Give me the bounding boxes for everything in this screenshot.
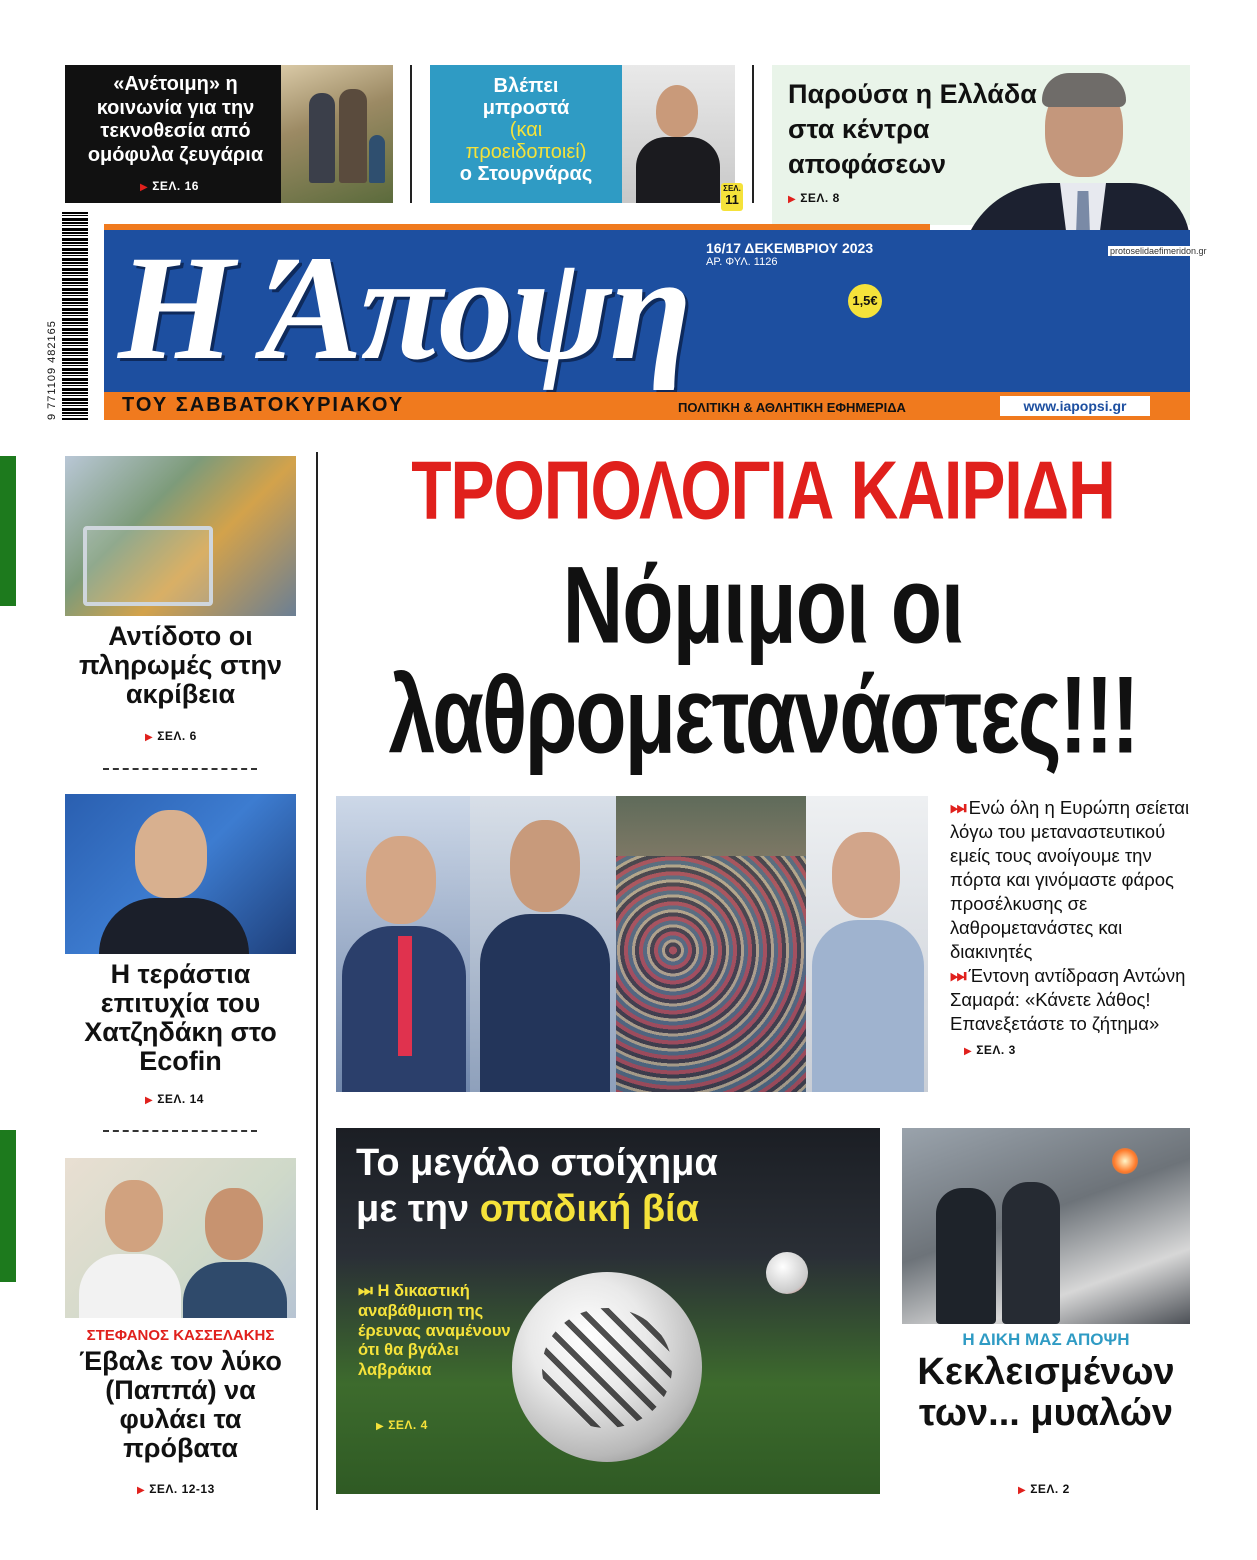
barcode-bars	[62, 212, 88, 420]
football-bullet: ⏭ Η δικαστική αναβάθμιση της έρευνας αναμένουν ότι θα βγάλει λαβράκια	[358, 1282, 511, 1380]
face-icon	[366, 836, 436, 924]
football-headline-line1: Το μεγάλο στοίχημα	[356, 1142, 718, 1184]
divider	[410, 65, 412, 203]
suit-icon	[636, 137, 720, 203]
politician-photo	[470, 796, 616, 1092]
fast-forward-icon: ⏭	[950, 965, 967, 987]
separator	[103, 768, 257, 770]
separator	[103, 1130, 257, 1132]
teaser-stournaras-line4: προειδοποιεί)	[465, 141, 587, 163]
story-prices-ref: ▶ ΣΕΛ. 6	[145, 729, 197, 743]
page-badge: ΣΕΛ. 11	[721, 183, 743, 211]
politician-photo	[336, 796, 470, 1092]
face-icon	[105, 1180, 163, 1252]
divider	[752, 65, 754, 203]
masthead-issue: ΑΡ. ΦΥΛ. 1126	[706, 256, 778, 268]
face-icon	[205, 1188, 263, 1260]
barcode	[28, 212, 94, 420]
child-silhouette-icon	[369, 135, 385, 183]
main-story-ref: ▶ ΣΕΛ. 3	[964, 1043, 1016, 1058]
main-photo-collage	[336, 796, 928, 1092]
teaser-stournaras-line3: (και	[509, 119, 543, 141]
ball-pattern	[542, 1308, 672, 1428]
teaser-stournaras-line5: ο Στουρνάρας	[459, 163, 593, 185]
teaser-stournaras-text	[430, 75, 622, 185]
football-ref: ▶ ΣΕΛ. 4	[376, 1418, 428, 1432]
shirt-icon	[812, 920, 924, 1092]
teaser-greece-text: Παρούσα η Ελλάδα στα κέντρα αποφάσεων	[788, 79, 1037, 180]
football-headline-line2: με την οπαδική βία	[356, 1188, 699, 1230]
masthead-date: 16/17 ΔΕΚΕΜΒΡΙΟΥ 2023	[706, 240, 874, 256]
left-green-marker	[0, 1130, 16, 1282]
masthead-subtitle: ΤΟΥ ΣΑΒΒΑΤΟΚΥΡΙΑΚΟΥ	[122, 394, 405, 416]
cart-icon	[83, 526, 213, 606]
teaser-adoption-ref: ▶ ΣΕΛ. 16	[140, 179, 199, 193]
main-bullets	[950, 796, 1190, 1061]
riot-photo	[902, 1128, 1190, 1324]
kasselakis-photo	[65, 1158, 296, 1318]
ref-arrow-icon: ▶	[140, 182, 149, 193]
story-ecofin-ref: ▶ ΣΕΛ. 14	[145, 1092, 204, 1106]
watermark: protoselidaefimeridon.gr	[1110, 246, 1207, 256]
crowd-photo	[616, 796, 806, 1092]
ref-arrow-icon: ▶	[788, 194, 797, 205]
person-silhouette-icon	[309, 93, 335, 183]
person-silhouette-icon	[339, 89, 367, 183]
ref-arrow-icon: ▶	[145, 1095, 154, 1106]
teaser-stournaras-line1: Βλέπει	[493, 75, 559, 97]
teaser-adoption[interactable]	[65, 65, 393, 203]
ref-arrow-icon: ▶	[137, 1485, 146, 1496]
story-kasselakis-ref: ▶ ΣΕΛ. 12-13	[137, 1482, 215, 1496]
opinion-kicker: Η ΔΙΚΗ ΜΑΣ ΑΠΟΨΗ	[962, 1330, 1130, 1349]
barcode-digits: 9 771109 482165	[46, 320, 58, 420]
suit-icon	[480, 914, 610, 1092]
crowd-icon	[616, 856, 806, 1092]
samaras-photo	[806, 796, 928, 1092]
face-icon	[510, 820, 580, 912]
teaser-stournaras-photo	[622, 65, 735, 203]
face-icon	[135, 810, 207, 898]
story-kasselakis-kicker: ΣΤΕΦΑΝΟΣ ΚΑΣΣΕΛΑΚΗΣ	[86, 1327, 275, 1344]
suit-icon	[99, 898, 249, 954]
masthead-title: Η Άποψη	[118, 225, 690, 391]
main-headline-line1[interactable]: Νόμιμοι οι	[562, 543, 964, 666]
main-headline-line2[interactable]: λαθρομετανάστες!!!	[388, 653, 1138, 776]
tie-icon	[398, 936, 412, 1056]
teaser-stournaras-line2: μπροστά	[482, 97, 570, 119]
teaser-adoption-photo	[281, 65, 393, 203]
main-kicker: ΤΡΟΠΟΛΟΓΙΑ ΚΑΙΡΙΔΗ	[411, 443, 1115, 536]
police-icon	[1002, 1182, 1060, 1324]
face-icon	[656, 85, 698, 137]
left-green-marker	[0, 456, 16, 606]
ball-icon	[512, 1272, 702, 1462]
face-icon	[832, 832, 900, 918]
flare-icon	[1112, 1148, 1138, 1174]
main-bullet-2: ⏭ Έντονη αντίδραση Αντώνη Σαμαρά: «Κάνετε λάθος! Επανεξετάστε το ζήτημα» ▶ ΣΕΛ. 3	[950, 965, 1186, 1058]
fast-forward-icon: ⏭	[358, 1282, 373, 1300]
supermarket-photo	[65, 456, 296, 616]
ref-arrow-icon: ▶	[964, 1046, 973, 1058]
hair-icon	[1042, 73, 1126, 107]
police-icon	[936, 1188, 996, 1324]
shirt-icon	[79, 1254, 181, 1318]
website-link[interactable]: www.iapopsi.gr	[1000, 396, 1150, 416]
story-ecofin-headline[interactable]: Η τεράστια επιτυχία του Χατζηδάκη στο Ecofin	[84, 959, 277, 1077]
teaser-adoption-text: «Ανέτοιμη» η κοινωνία για την τεκνοθεσία από ομόφυλα ζευγάρια	[87, 73, 264, 166]
main-bullet-1: ⏭ Ενώ όλη η Ευρώπη σείεται λόγω του μεταναστευτικού εμείς τους ανοίγουμε την πόρτα και γινόμαστε φάρος προσέλκυσης σε λαθρομετανάστες και διακινητές	[950, 797, 1190, 963]
teaser-greece-ref: ▶ ΣΕΛ. 8	[788, 191, 840, 205]
teaser-stournaras[interactable]	[430, 65, 741, 207]
column-divider	[316, 452, 318, 1510]
football-box[interactable]	[336, 1128, 880, 1494]
price-badge: 1,5€	[848, 284, 882, 318]
ref-arrow-icon: ▶	[1018, 1485, 1027, 1496]
fast-forward-icon: ⏭	[950, 797, 967, 818]
story-prices-headline[interactable]: Αντίδοτο οι πληρωμές στην ακρίβεια	[79, 621, 282, 710]
opinion-ref: ▶ ΣΕΛ. 2	[1018, 1482, 1070, 1496]
ref-arrow-icon: ▶	[145, 732, 154, 743]
ref-arrow-icon: ▶	[376, 1421, 385, 1432]
hatzidakis-photo	[65, 794, 296, 954]
opinion-headline[interactable]: Κεκλεισμένων των... μυαλών	[917, 1351, 1175, 1435]
shirt-icon	[183, 1262, 287, 1318]
ball-icon	[766, 1252, 808, 1294]
masthead-tagline: ΠΟΛΙΤΙΚΗ & ΑΘΛΗΤΙΚΗ ΕΦΗΜΕΡΙΔΑ	[678, 400, 906, 415]
headline-highlight: οπαδική βία	[479, 1188, 699, 1230]
story-kasselakis-headline[interactable]: Έβαλε τον λύκο (Παππά) να φυλάει τα πρόβατα	[79, 1346, 282, 1464]
